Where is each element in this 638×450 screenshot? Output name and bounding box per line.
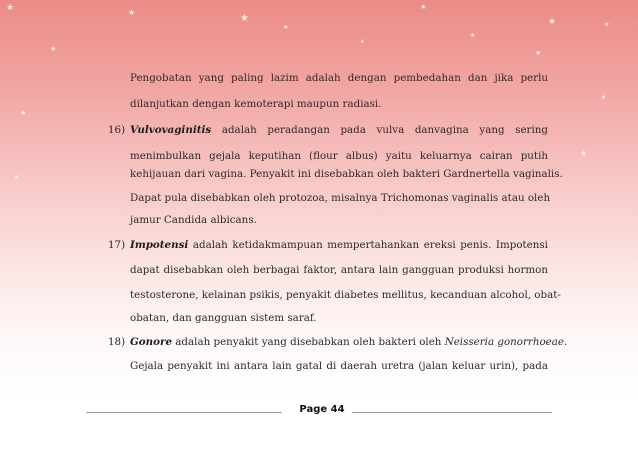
text-span: adalah peradangan pada vulva danvagina yang sering — [221, 124, 548, 136]
star-decoration: ★ — [580, 149, 588, 158]
star-decoration: ★ — [14, 174, 20, 181]
page-number: Page 44 — [299, 404, 345, 415]
star-decoration: ★ — [604, 21, 610, 28]
text-line: kehijauan dari vagina. Penyakit ini disebabkan oleh bakteri Gardnertella vaginalis. — [130, 168, 563, 180]
list-number: 17) — [108, 239, 126, 251]
list-item-18-first-line — [130, 336, 568, 348]
term-vulvovaginitis: Vulvovaginitis — [130, 124, 212, 136]
star-decoration: ★ — [20, 109, 27, 117]
star-decoration: ★ — [360, 39, 365, 45]
star-decoration: ★ — [470, 32, 476, 39]
text-line: menimbulkan gejala keputihan (flour albus) yaitu keluarnya cairan putih — [130, 150, 548, 162]
star-decoration: ★ — [535, 49, 542, 57]
text-line: dapat disebabkan oleh berbagai faktor, antara lain gangguan produksi hormon — [130, 264, 548, 276]
text-line: Dapat pula disebabkan oleh protozoa, misalnya Trichomonas vaginalis atau oleh — [130, 192, 551, 204]
list-item-16-first-line — [130, 124, 548, 136]
list-item-17-first-line — [130, 239, 548, 251]
term-impotensi: Impotensi — [130, 239, 189, 251]
text-line: dilanjutkan dengan kemoterapi maupun radiasi. — [130, 98, 382, 110]
star-decoration: ★ — [128, 8, 136, 17]
star-decoration: ★ — [548, 17, 557, 27]
star-decoration: ★ — [50, 45, 57, 53]
list-number: 18) — [108, 336, 126, 348]
text-line: testosterone, kelainan psikis, penyakit diabetes mellitus, kecanduan alcohol, obat- — [130, 289, 561, 301]
star-decoration: ★ — [283, 24, 289, 31]
term-gonore: Gonore — [130, 336, 172, 348]
star-decoration: ★ — [240, 13, 249, 24]
scientific-name: Neisseria gonorrhoeae — [444, 336, 565, 348]
text-line: Pengobatan yang paling lazim adalah dengan pembedahan dan jika perlu — [130, 72, 548, 84]
footer-rule-right — [352, 412, 552, 413]
text-span: adalah ketidakmampuan mempertahankan ereksi penis. Impotensi — [192, 239, 548, 251]
list-number: 16) — [108, 124, 126, 136]
text-line: jamur Candida albicans. — [130, 214, 257, 226]
star-decoration: ★ — [420, 3, 427, 11]
text-line: Gejala penyakit ini antara lain gatal di daerah uretra (jalan keluar urin), pada — [130, 360, 548, 372]
text-span: adalah penyakit yang disebabkan oleh bakteri oleh — [175, 336, 442, 348]
text-line: obatan, dan gangguan sistem saraf. — [130, 312, 317, 324]
star-decoration: ★ — [6, 3, 15, 13]
star-decoration: ★ — [601, 94, 607, 101]
footer-rule-left — [86, 412, 282, 413]
text-span: . — [564, 336, 568, 348]
